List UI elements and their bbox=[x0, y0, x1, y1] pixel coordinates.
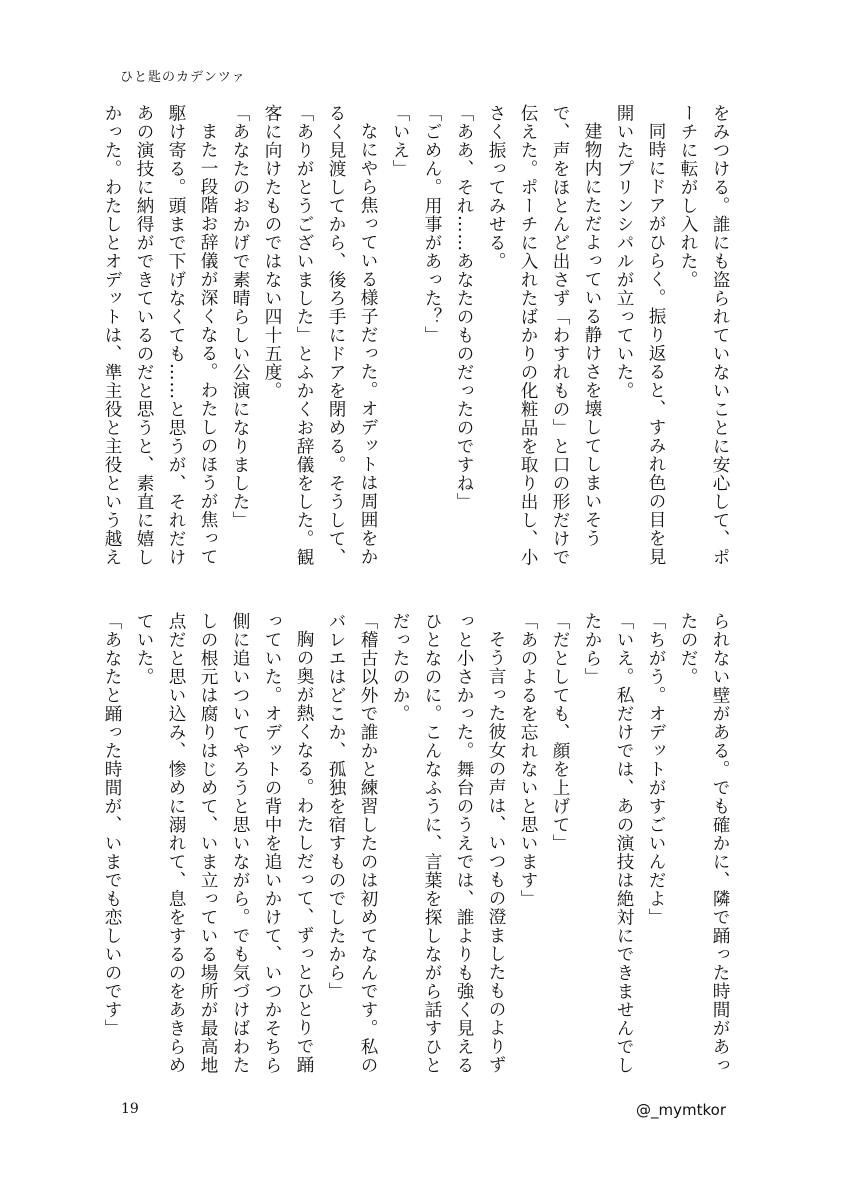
running-title: ひと匙のカデンツァ bbox=[120, 70, 246, 85]
paragraph: 「ちがう。オデットがすごいんだよ」 bbox=[646, 612, 666, 927]
paragraph: 「ああ、それ……あなたのものだったのですね」 bbox=[454, 104, 474, 511]
text-block-bottom bbox=[102, 612, 736, 1078]
paragraph: 同時にドアがひらく。振り返ると、すみれ色の目を見開いたプリンシパルが立っていた。 bbox=[614, 104, 666, 566]
paragraph: 「だとしても、顔を上げて」 bbox=[550, 612, 570, 853]
text-block-top bbox=[102, 104, 736, 570]
paragraph: 「ごめん。用事があった？」 bbox=[422, 104, 442, 345]
author-handle: @_mymtkor bbox=[636, 1101, 726, 1119]
paragraph: 建物内にただよっている静けさを壊してしまいそうで、声をほとんど出さず「わすれもの」と口の形だけで伝えた。ポーチに入れたばかりの化粧品を取り出し、小さく振ってみせる。 bbox=[486, 104, 602, 567]
paragraph: 「稽古以外で誰かと練習したのは初めてなんです。私のバレエはどこか、孤独を宿すものでしたから」 bbox=[326, 612, 378, 1075]
paragraph: 「いえ。私だけでは、あの演技は絶対にできませんでしたから」 bbox=[582, 612, 634, 1075]
paragraph: 胸の奥が熱くなる。わたしだって、ずっとひとりで踊っていた。オデットの背中を追いかけて、いつかそちら側に追いついてやろうと思いながら。でも気づけばわたしの根元は腐りはじめて、いま立っている場所が最高地点だと思い込み、惨めに溺れて、息をするのをあきらめていた。 bbox=[134, 612, 314, 1075]
page-number: 19 bbox=[121, 1101, 139, 1117]
paragraph: られない壁がある。でも確かに、隣で踊った時間があったのだ。 bbox=[678, 612, 730, 1075]
paragraph: そう言った彼女の声は、いつもの澄ましたものよりずっと小さかった。舞台のうえでは、誰よりも強く見えるひとなのに。こんなふうに、言葉を探しながら話すひとだったのか。 bbox=[390, 612, 506, 1075]
paragraph: 「いえ」 bbox=[390, 104, 410, 178]
paragraph: 「ありがとうございました」とふかくお辞儀をした。観客に向けたものではない四十五度。 bbox=[262, 104, 314, 567]
paragraph: 「あなたのおかげで素晴らしい公演になりました」 bbox=[230, 104, 250, 530]
paragraph: 「あのよるを忘れないと思います」 bbox=[518, 612, 538, 908]
paragraph: をみつける。誰にも盗られていないことに安心して、ポーチに転がし入れた。 bbox=[678, 104, 730, 567]
paragraph: なにやら焦っている様子だった。オデットは周囲をかるく見渡してから、後ろ手にドアを閉める。そうして、 bbox=[326, 104, 378, 567]
paragraph: 「あなたと踊った時間が、いまでも恋しいのです」 bbox=[102, 612, 122, 1038]
paragraph: また一段階お辞儀が深くなる。わたしのほうが焦って駆け寄る。頭まで下げなくても……と思うが、それだけあの演技に納得ができているのだと思うと、素直に嬉しかった。わたしとオデットは、準主役と主役という越え bbox=[102, 104, 218, 567]
